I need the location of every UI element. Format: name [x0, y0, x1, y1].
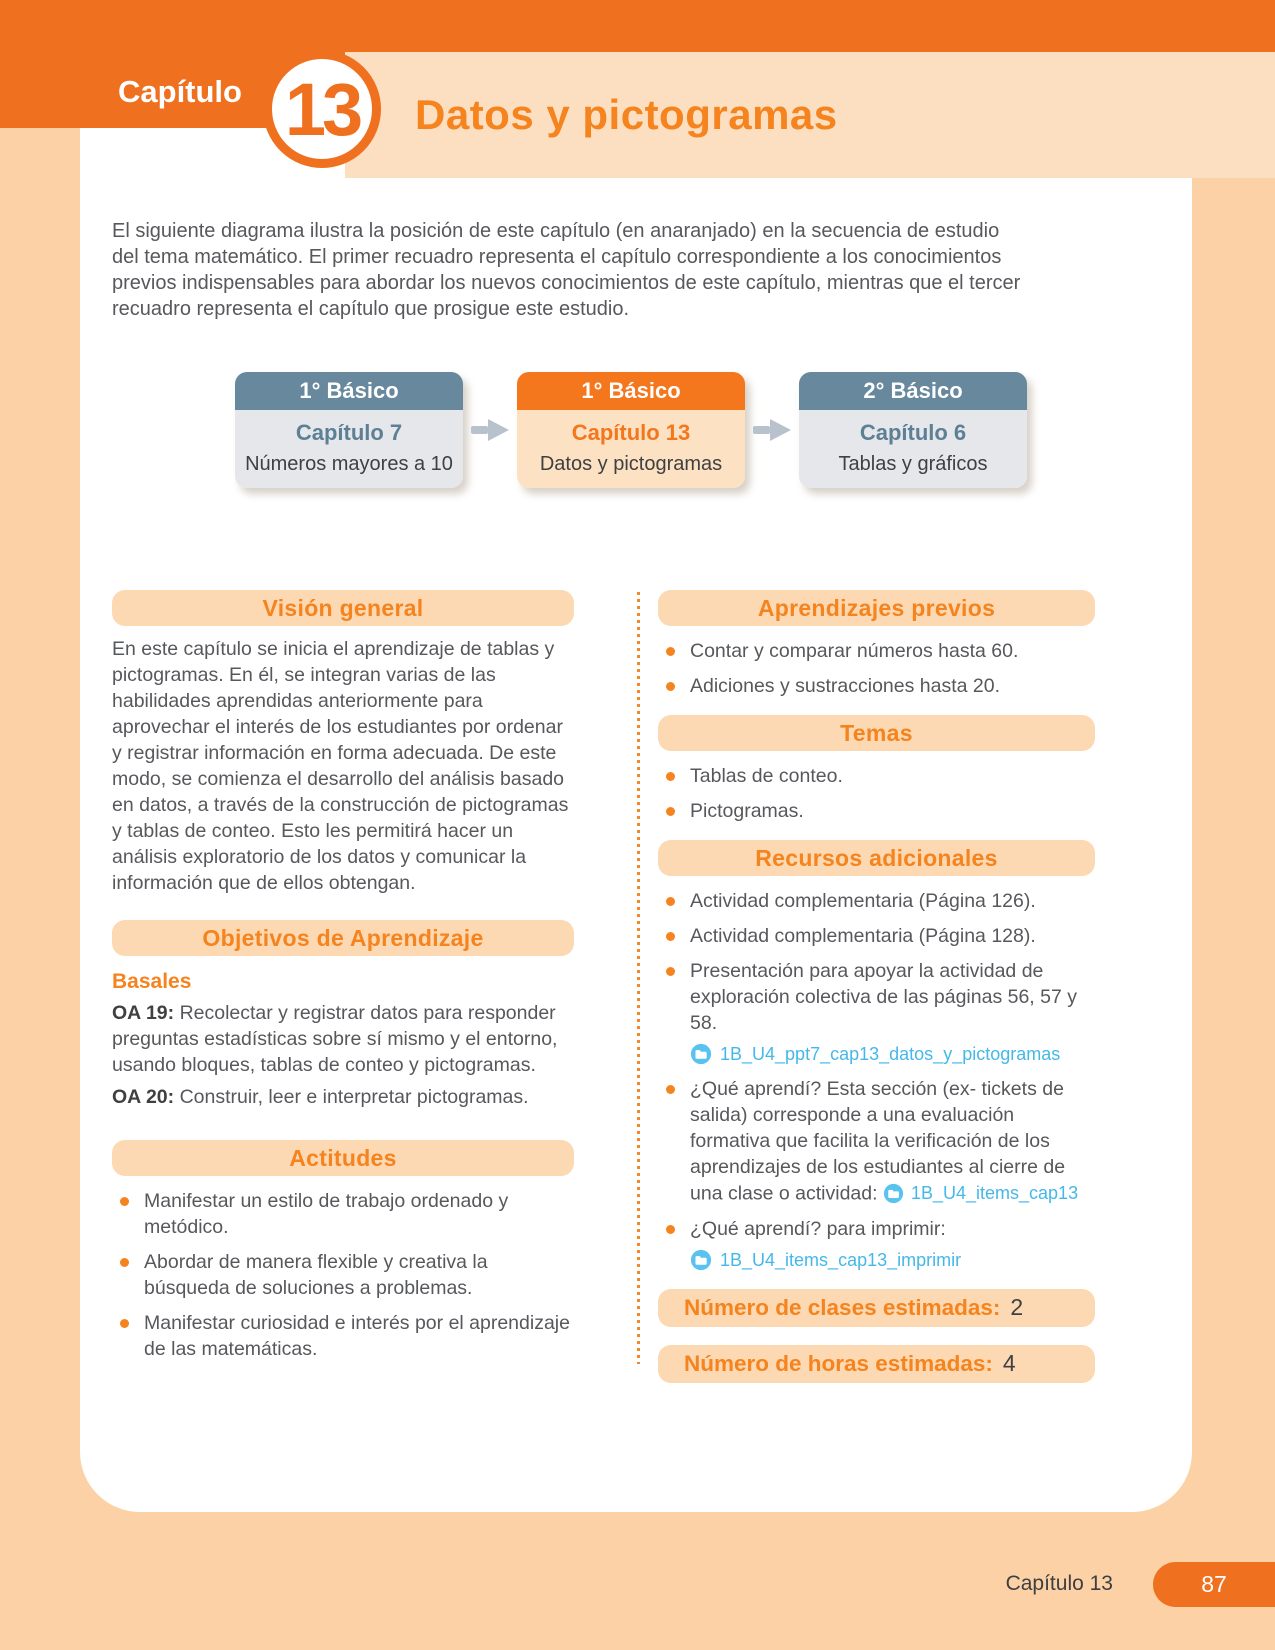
section-header-temas: [658, 715, 1095, 751]
sequence-box-chapter: Capítulo 6: [859, 420, 967, 445]
list-item: [658, 958, 1095, 1067]
sequence-box-current: [517, 372, 745, 488]
bullet-dot: [666, 1085, 675, 1094]
page-title: Datos y pictogramas: [415, 91, 838, 138]
sequence-box-grade: 1° Básico: [517, 372, 745, 410]
left-column: [112, 590, 574, 1371]
bullet-dot: [666, 1225, 675, 1234]
bullet-dot: [666, 897, 675, 906]
temas-list: [658, 763, 1095, 824]
column-divider: [637, 592, 640, 1364]
page-number-badge: [1153, 1562, 1275, 1607]
bullet-dot: [666, 932, 675, 941]
list-item-text: Contar y comparar números hasta 60.: [690, 640, 1019, 662]
arrow-right-icon: [751, 417, 793, 443]
section-title: Aprendizajes previos: [757, 594, 996, 621]
oa-code: OA 20:: [112, 1086, 175, 1108]
bullet-dot: [666, 647, 675, 656]
actitudes-list: [112, 1188, 574, 1362]
list-item-text: ¿Qué aprendí? Esta sección (ex- tickets de salida) corresponde a una evaluación formativa que facilita la verificación de los aprendizajes de los estudiantes al cierre de una clase o actividad:: [690, 1078, 1066, 1205]
clases-estimadas-label: Número de clases estimadas:: [684, 1294, 1001, 1320]
folder-icon: [690, 1043, 712, 1065]
section-title: Temas: [840, 719, 913, 746]
sequence-box-topic: Tablas y gráficos: [838, 453, 988, 475]
resource-link-text[interactable]: 1B_U4_items_cap13: [910, 1183, 1079, 1203]
chapter-number-badge: [263, 50, 381, 168]
section-header-objetivos: [112, 920, 574, 956]
sequence-box-chapter: Capítulo 7: [295, 420, 403, 445]
chapter-label: Capítulo: [118, 74, 242, 109]
bullet-dot: [666, 772, 675, 781]
list-item: [112, 1310, 574, 1362]
sequence-box-body: [235, 410, 463, 488]
list-item-text: Adiciones y sustracciones hasta 20.: [690, 675, 1001, 697]
list-item: [658, 798, 1095, 824]
folder-icon: [883, 1183, 904, 1204]
sequence-box-grade: 2° Básico: [799, 372, 1027, 410]
section-title: Actitudes: [289, 1144, 397, 1171]
resource-link-text[interactable]: 1B_U4_ppt7_cap13_datos_y_pictogramas: [720, 1044, 1061, 1064]
list-item: [658, 673, 1095, 699]
recursos-list: [658, 888, 1095, 1273]
folder-icon: [690, 1249, 712, 1271]
list-item-text: ¿Qué aprendí? para imprimir:: [690, 1217, 946, 1240]
section-title: Recursos adicionales: [755, 844, 998, 871]
bullet-dot: [120, 1258, 129, 1267]
sequence-box-topic: Números mayores a 10: [245, 453, 453, 475]
oa-code: OA 19:: [112, 1002, 175, 1024]
list-item: [658, 923, 1095, 949]
footer-chapter-label: Capítulo 13: [1005, 1572, 1113, 1595]
list-item-text: Manifestar curiosidad e interés por el aprendizaje de las matemáticas.: [144, 1312, 570, 1360]
bullet-dot: [120, 1319, 129, 1328]
list-item-text: Manifestar un estilo de trabajo ordenado y metódico.: [144, 1190, 509, 1238]
resource-link[interactable]: [690, 1247, 1095, 1273]
right-column: [658, 590, 1095, 1383]
resource-link[interactable]: [690, 1041, 1095, 1067]
oa-text: Recolectar y registrar datos para responder preguntas estadísticas sobre sí mismo y el entorno, usando bloques, tablas de conteo y pictogramas.: [112, 1002, 558, 1076]
list-item: [658, 1216, 1095, 1273]
list-item: [658, 1076, 1095, 1207]
list-item: [658, 888, 1095, 914]
section-header-actitudes: [112, 1140, 574, 1176]
list-item: [658, 638, 1095, 664]
sequence-box-next: [799, 372, 1027, 488]
list-item-text: Pictogramas.: [690, 800, 804, 822]
resource-link-text[interactable]: 1B_U4_items_cap13_imprimir: [720, 1249, 962, 1270]
chapter-sequence-diagram: [235, 372, 995, 488]
resource-link[interactable]: [883, 1180, 1078, 1206]
bullet-dot: [120, 1197, 129, 1206]
objetivo-oa19: [112, 1000, 574, 1078]
list-item: [112, 1188, 574, 1240]
sequence-box-chapter: Capítulo 13: [571, 420, 691, 445]
list-item-text: Actividad complementaria (Página 128).: [690, 925, 1036, 947]
arrow-right-icon: [469, 417, 511, 443]
section-header-vision-general: [112, 590, 574, 626]
bullet-dot: [666, 682, 675, 691]
horas-estimadas-pill: [658, 1345, 1095, 1383]
bullet-dot: [666, 967, 675, 976]
sequence-box-topic: Datos y pictogramas: [539, 453, 723, 475]
bullet-dot: [666, 807, 675, 816]
section-title: Visión general: [262, 594, 424, 621]
title-strip: [345, 52, 1275, 178]
section-header-aprendizajes-previos: [658, 590, 1095, 626]
objetivo-oa20: [112, 1084, 574, 1110]
sequence-box-previous: [235, 372, 463, 488]
sequence-box-body: [799, 410, 1027, 488]
clases-estimadas-pill: [658, 1289, 1095, 1327]
objetivos-subtitle: Basales: [112, 970, 192, 993]
list-item-text: Tablas de conteo.: [690, 765, 843, 787]
aprendizajes-list: [658, 638, 1095, 699]
list-item-text: Actividad complementaria (Página 126).: [690, 890, 1036, 912]
section-title: Objetivos de Aprendizaje: [202, 924, 484, 951]
page-number: 87: [1201, 1571, 1227, 1597]
chapter-number: 13: [284, 67, 360, 151]
list-item-text: Abordar de manera flexible y creativa la búsqueda de soluciones a problemas.: [144, 1251, 488, 1299]
horas-estimadas-value: 4: [1002, 1350, 1016, 1376]
sequence-box-body: [517, 410, 745, 488]
list-item: [658, 763, 1095, 789]
oa-text: Construir, leer e interpretar pictogramas.: [179, 1086, 529, 1108]
intro-paragraph: El siguiente diagrama ilustra la posición de este capítulo (en anaranjado) en la secuencia de estudio del tema matemático. El primer recuadro representa el capítulo correspondiente a los conocimientos previos indispensables para abordar los nuevos conocimientos de este capítulo, mientras que el tercer recuadro representa el capítulo que prosigue este estudio.: [112, 220, 1021, 320]
horas-estimadas-label: Número de horas estimadas:: [684, 1350, 993, 1376]
sequence-box-grade: 1° Básico: [235, 372, 463, 410]
vision-general-text: En este capítulo se inicia el aprendizaje de tablas y pictogramas. En él, se integran varias de las habilidades aprendidas anteriormente para aprovechar el interés de los estudiantes por ordenar y registrar información en forma adecuada. De este modo, se comienza el desarrollo del análisis basado en datos, a través de la construcción de pictogramas y tablas de conteo. Esto les permitirá hacer un análisis exploratorio de los datos y comunicar la información que de ellos obtengan.: [112, 638, 569, 894]
list-item: [112, 1249, 574, 1301]
section-header-recursos-adicionales: [658, 840, 1095, 876]
clases-estimadas-value: 2: [1010, 1294, 1024, 1320]
list-item-text: Presentación para apoyar la actividad de exploración colectiva de las páginas 56, 57 y 58.: [690, 960, 1077, 1034]
